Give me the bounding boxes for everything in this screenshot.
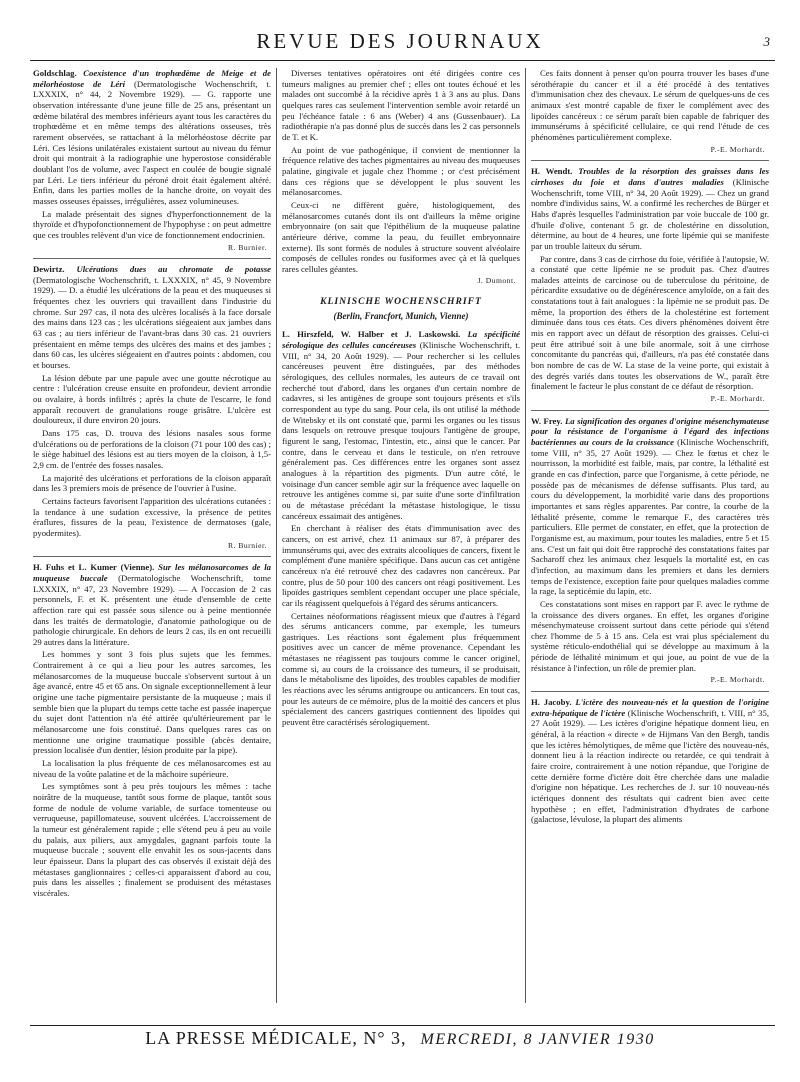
article-separator: [531, 410, 769, 411]
article-separator: [531, 691, 769, 692]
article-lead: [33, 264, 271, 371]
article-separator: [531, 160, 769, 161]
article-lead: [531, 166, 769, 251]
column-divider: [276, 68, 277, 1003]
article-author: H. Wendt.: [531, 166, 573, 177]
article-paragraph: Ces faits donnent à penser qu'on pourra trouver les bases d'une sérothérapie du cancer et il a été procédé à des tentatives d'immunisation chez des chevaux. Le sérum de quelques-uns de ces animaux s'est montré capable de fixer le complément avec des lipoïdes cancéreux : ce sérum paraît bien capable de fabriquer des immunsérums à spécificité cellulaire, ce qui rend l'étude de ces phénomènes particulièrement complexe.: [531, 68, 769, 142]
article-signature: R. Burnier.: [227, 242, 267, 252]
article-lead: [282, 329, 520, 521]
article: [282, 329, 520, 727]
journal-section-heading: [282, 297, 520, 321]
footer-journal: LA PRESSE MÉDICALE, N° 3,: [145, 1028, 407, 1048]
article-paragraph: La localisation la plus fréquente de ces mélanosarcomes est au niveau de la voûte palatine et de la mâchoire supérieure.: [33, 758, 271, 779]
article-paragraph: Les hommes y sont 3 fois plus sujets que les femmes. Contrairement à ce qui a lieu pour les autres sarcomes, les mélanosarcomes de la muqueuse buccale s'observent surtout à un âge avancé, entre 45 et 65 ans. On signale exceptionnellement à leur origine une tache pigmentaire persistante de la muqueuse ; mais il semble bien que la plupart du temps cette tache est passée inaperçue du sujet dont l'attention n'a été attirée qu'ultérieurement par le mélanosarcome une fois constitué. Dans quelques rares cas on mentionne une origine traumatique possible (abcès dentaire, pression localisée d'un dentier, lésion produite par la pipe).: [33, 649, 271, 756]
article-citation: (Klinische Wochenschrift, tome VIII, n° 35, 27 Août 1929). — Chez le fœtus et chez le nourrisson, la morbidité est faible, mais, par contre, la léthalité est grande en cas d'infection, parce que l'organisme, à cette période, ne possède pas de mécanismes de défense suffisants. Plus tard, au cours du développement, la morbidité varie dans des proportions importantes et sans règles apparentes. Par contre, la courbe de la léthalité présente, comme le remarque F., des caractères très particuliers. Elle permet de constater, en effet, que la protection de l'organisme est, au maximum, pour toutes les maladies, entre 5 et 15 ans. C'est un fait qui doit être rapproché des constatations faites par Sacharoff chez les animaux chez lesquels la mortalité est, en cas d'infection, au maximum dans les premiers et dans les derniers temps de l'existence, exception faite pour quelques maladies comme la rage, la septicémie du lapin, etc.: [531, 437, 769, 597]
column-3: [531, 68, 769, 1008]
article-signature: P.-E. Morhardt.: [710, 675, 765, 685]
article-lead: [33, 68, 271, 207]
article-paragraph: Dans 175 cas, D. trouva des lésions nasales sous forme d'ulcérations ou de perforations de la cloison (71 pour 100 des cas) ; le siège habituel des lésions est au tiers moyen de la cloison, à 1,5-2,9 cm. de l'entrée des fosses nasales.: [33, 428, 271, 470]
article-signature: P.-E. Morhardt.: [710, 144, 765, 154]
article-author: L. Hirszfeld, W. Halber et J. Laskowski.: [282, 329, 461, 340]
article-signature: P.-E. Morhardt.: [710, 394, 765, 404]
article-author: Goldschlag.: [33, 68, 77, 78]
article-citation: (Klinische Wochenschrift, tome VIII, n° 34, 20 Août 1929). — Chez un grand nombre d'individus sains, W. a confirmé les recherches de Bürger et Habs d'après lesquelles l'administration par voie buccale de 100 gr. d'huile d'olive, contenant 5 gr. de cholestérine en dissolution, détermine, au bout de 4 heures, une forte lipémie qui se manifeste par un trouble laiteux du sérum.: [531, 176, 769, 251]
article-columns: [33, 68, 771, 1008]
article-title: Troubles de la résorption des graisses dans les cirrhoses du foie et dans d'autres maladies: [531, 166, 769, 187]
article-signature: J. Dumont.: [477, 276, 516, 286]
article-separator: [33, 258, 271, 259]
journal-section-title: REVUE DES JOURNAUX: [256, 29, 544, 53]
article: [33, 68, 271, 253]
article-title: Ulcérations dues au chromate de potasse: [76, 264, 271, 275]
article-citation: (Dermatologische Wochenschrift, t. LXXXIX, n° 44, 2 Novembre 1929). — G. rapporte une observation intéressante d'une jeune fille de 25 ans, présentant un œdème bilatéral des membres inférieurs ayant tous les caractères du trophœdème et en même temps des altérations osseuses, très rarement observées, se rattachant à la mélorhéostose décrite par Léri. Ces lésions unilatérales existaient surtout au niveau du fémur droit qui montrait à la radiographie une hyperostose considérable doublant l'os de volume, avec l'aspect en coulée de bougie signalé par Léri. Le tiers inférieur du péroné droit était également altéré. Enfin, dans les parties molles de la hanche droite, on voyait des masses osseuses épaisses, irrégulières, assez volumineuses.: [33, 78, 271, 206]
article-lead: [33, 562, 271, 647]
article-paragraph: Certains facteurs favorisent l'apparition des ulcérations cutanées : la tendance à une sudation excessive, la présence de petites éraflures, fissures de la peau, l'existence de dermatoses (gale, pyodermites).: [33, 495, 271, 538]
article-author: Dewirtz.: [33, 264, 65, 275]
column-2: [282, 68, 520, 1008]
article-paragraph: Par contre, dans 3 cas de cirrhose du foie, vérifiée à l'autopsie, W. a constaté que cette lipémie ne se produit pas. Chez d'autres malades atteints de carcinose ou de tuberculose du péritoine, de péricardite exsudative ou de dégénérescence amyloïde, on a fait des constatations tout à fait analogues : la lipémie ne se produit pas. De même, la proportion des éthers de la cholestérine est fortement diminuée dans tous ces états. Ces divers phénomènes doivent être mis en rapport avec un défaut de résorption des graisses. Celui-ci peut être attribué soit à une bile anormale, soit à une cirrhose concomitante du pancréas qui, d'ailleurs, n'a pas été constatée dans bon nombre de cas de W. La stase de la veine porte, qui existait à des degrés variés dans toutes les observations de W., paraît être finalement le facteur le plus constant de ce défaut de résorption.: [531, 253, 769, 392]
article-author: H. Jacoby.: [531, 697, 572, 708]
article: [531, 697, 769, 825]
article-citation: (Dermatologische Wochenschrift, t. LXXXIX, n° 45, 9 Novembre 1929). — D. a étudié les ulcérations de la peau et des muqueuses si fréquentes chez les ouvriers qui travaillent dans l'industrie du chrome. Sur 297 cas, il nota des ulcères localisés à la face dorsale des mains dans 123 cas ; les ulcérations siégeaient aux jambes dans 63 cas ; au tiers inférieur de l'avant-bras dans 30 cas. 21 ouvriers présentaient en même temps des ulcères des mains et des jambes ; dans 60 cas, les ulcères siégeaient en d'autres points : abdomen, cou et bourses.: [33, 274, 271, 371]
article-paragraph: Ceux-ci ne diffèrent guère, histologiquement, des mélanosarcomes cutanés dont ils ont d'ailleurs la même origine embryonnaire (on sait que l'épithélium de la muqueuse palatine antérieure dérive, comme la peau, du feuillet embryonnaire externe). Ils sont formés de nodules à structure souvent alvéolaire composés de cellules rondes ou fusiformes avec çà et là quelques rares cellules géantes.: [282, 199, 520, 274]
section-title: KLINISCHE WOCHENSCHRIFT: [320, 296, 482, 308]
article-title: Coexistence d'un trophœdème de Meige et de mélorhéostose de Léri: [33, 68, 271, 89]
column-1: [33, 68, 271, 1008]
article-paragraph: Diverses tentatives opératoires ont été dirigées contre ces tumeurs malignes au premier chef ; elles ont toutes échoué et les malades ont succombé à la récidive après 1 à 3 ans au plus. Dans quelques rares cas seulement l'intervention semble avoir retardé un peu l'échéance fatale : 6 ans (Weber) 4 ans (Gussenbauer). La radiothérapie n'a pas donné plus de succès dans les 2 cas personnels de T. et K.: [282, 68, 520, 142]
page-footer: [0, 1028, 800, 1049]
article-paragraph: En cherchant à réaliser des états d'immunisation avec des cancers, on est arrivé, chez 11 animaux sur 87, à préparer des immunsérums qui, avec des extraits alcooliques de cancers, fixent le complément d'une manière spécifique. Dans aucun cas cet antigène cancéreux n'a été retrouvé chez des cadavres non cancéreux. Par contre, plus de 50 pour 100 des cancers ont réagi positivement. Les lipoïdes gastriques semblent cependant occuper une place spéciale, car ils réagissent quelquefois à l'égard des sérums anticancers.: [282, 523, 520, 608]
header-rule: [30, 60, 775, 61]
article: [33, 264, 271, 551]
article-paragraph: Les symptômes sont à peu près toujours les mêmes : tache noirâtre de la muqueuse, tantôt sous forme de plaque, tantôt sous forme de nodule de volume variable, de surface tomenteuse ou verruqueuse, papillomateuse, souvent ulcérées. L'accroissement de la tumeur est généralement rapide ; elle s'étend peu à peu au voile du palais, aux piliers, aux amygdales, gagnant parfois toute la muqueuse buccale ; souvent elle envahit les os sous-jacents dans leur épaisseur. Dans la plupart des cas observés il existait déjà des métastases ganglionnaires ; celles-ci apparaissent d'abord au cou, puis dans les aisselles ; finalement se produisent des métastases viscérales.: [33, 781, 271, 898]
article-lead: [531, 416, 769, 597]
article-paragraph: La lésion débute par une papule avec une goutte nécrotique au centre : l'ulcération creuse ensuite en profondeur, devient arrondie ou ovalaire, à bords infiltrés ; après la chute de l'escarre, le fond apparaît recouvert de granulations rouge grisâtre. L'ulcère est douloureux, il dure environ 20 jours.: [33, 372, 271, 426]
article-paragraph: La majorité des ulcérations et perforations de la cloison apparaît dans les 3 premiers mois de présence de l'ouvrier à l'usine.: [33, 472, 271, 494]
footer-date: MERCREDI, 8 JANVIER 1930: [420, 1031, 655, 1048]
article-title: La spécificité sérologique des cellules cancéreuses: [282, 329, 520, 351]
article-paragraph: Au point de vue pathogénique, il convient de mentionner la fréquence relative des taches pigmentaires au niveau des muqueuses palatine, gingivale et jugale chez l'homme ; or c'est précisément dans ces régions que se développent le plus souvent les mélanosarcomes.: [282, 144, 520, 198]
page-header: [0, 0, 800, 60]
article-title: La signification des organes d'origine mésenchymateuse pour la résistance de l'organisme à l'égard des infections bactériennes au cours de la croissance: [531, 415, 769, 447]
article-paragraph: Certaines néoformations réagissent mieux que d'autres à l'égard des sérums anticancers comme, par exemple, les tumeurs gastriques. Les réactions sont également plus fréquemment positives avec un cancer de même provenance. Cependant les métastases ne réagissent pas toujours comme le cancer originel, comme si, au cours de la croissance des tumeurs, il se produisait, dans le métabolisme des lipoïdes, des troubles capables de modifier les réactions avec les sérums antigroupe ou anticancers. En tout cas, pour les auteurs de ce mémoire, plus de la moitié des cancers et plus spécialement des cancers gastriques contiennent des lipoïdes qui peuvent être caractérisés sérologiquement.: [282, 610, 520, 728]
section-subtitle: (Berlin, Francfort, Munich, Vienne): [333, 310, 469, 321]
article-paragraph: La malade présentait des signes d'hyperfonctionnement de la thyroïde et d'hypofonctionnement de l'hypophyse : on peut admettre que ces troubles relèvent d'un vice de fonctionnement endocrinien.: [33, 208, 271, 240]
article-citation: (Klinische Wochenschrift, t. VIII, n° 35, 27 Août 1929). — Les ictères d'origine hépatique donnent lieu, en général, à la réaction « directe » de Hijmans Van den Bergh, tandis que les ictères hémolytiques, de même que l'ictère des nouveau-nés, donnent lieu à la réaction indirecte ou retardée, ce qui tendrait à faire croire, contrairement à une notion répandue, que l'origine de cette dernière forme d'ictère doit être cherchée dans une maladie d'origine non hépatique. Les recherches de J. sur 10 nouveau-nés ictériques donnent des résultats qui cadrent bien avec cette hypothèse ; en effet, l'administration d'hydrates de carbone (galactose, lévulose, la plupart des aliments: [531, 707, 769, 825]
article-citation: (Klinische Wochenschrift, t. VIII, n° 34, 20 Août 1929). — Pour rechercher si les cellules cancéreuses peuvent être distinguées, par des méthodes sérologiques, des cellules normales, les auteurs de ce travail ont recherché tout d'abord, dans les organes d'un certain nombre de cadavres, si les antigènes de groupe sont toujours présents et s'ils correspondent au type du sang. Pour cela, ils ont utilisé la méthode de Witebsky et ils ont constaté que, parmi les organes ou les tissus dans lesquels on retrouve presque toujours l'antigène de groupe, figurent le sang, l'estomac, l'intestin, etc., ainsi que le cancer. Par contre, dans le cerveau et dans le testicule, on n'en retrouve généralement pas. Ces différences entre les organes sont assez analogues à la répartition des pigments. D'un autre côté, le voisinage d'un cancer semble agir sur la fréquence avec laquelle on retrouve les antigènes comme si, par suite d'une sorte d'infiltration ou de métastase précédant la métastase histologique, le tissu cancéreux essaimait des antigènes.: [282, 340, 520, 521]
article-title: L'ictère des nouveau-nés et la question de l'origine extra-hépatique de l'ictère: [531, 697, 769, 718]
article: [531, 416, 769, 686]
article-signature: R. Burnier.: [227, 540, 267, 550]
article: [33, 562, 271, 898]
column-divider: [525, 68, 526, 1003]
article-lead: [531, 697, 769, 825]
article-author: W. Frey.: [531, 415, 563, 426]
article-separator: [33, 556, 271, 557]
footer-rule: [30, 1025, 775, 1026]
page-number: 3: [763, 34, 770, 49]
article-citation: (Dermatologische Wochenschrift, tome LXXXIX, n° 47, 23 Novembre 1929). — A l'occasion de 2 cas personnels, F. et K. présentent une étude d'ensemble de cette affection rare qui est passée sous silence ou à peine mentionnée dans les traités de dermatologie, d'anatomie pathologique ou de pathologie chirurgicale. En dehors de leurs 2 cas, ils en ont recueilli 29 autres dans la littérature.: [33, 572, 271, 647]
article-title: Sur les mélanosarcomes de la muqueuse buccale: [33, 562, 271, 583]
article-paragraph: Ces constatations sont mises en rapport par F. avec le rythme de la croissance des divers organes. En effet, les organes d'origine mésenchymateuse croissent surtout dans cette période qui s'étend chez l'homme de 5 à 15 ans. Cela est vrai plus spécialement du système réticulo-endothélial qui se développe au maximum à la période de léthalité minimum et qui joue, au point de vue de la résistance à l'infection, un rôle de premier plan.: [531, 598, 769, 673]
article: [531, 166, 769, 404]
article-author: H. Fuhs et L. Kumer (Vienne).: [33, 562, 155, 573]
